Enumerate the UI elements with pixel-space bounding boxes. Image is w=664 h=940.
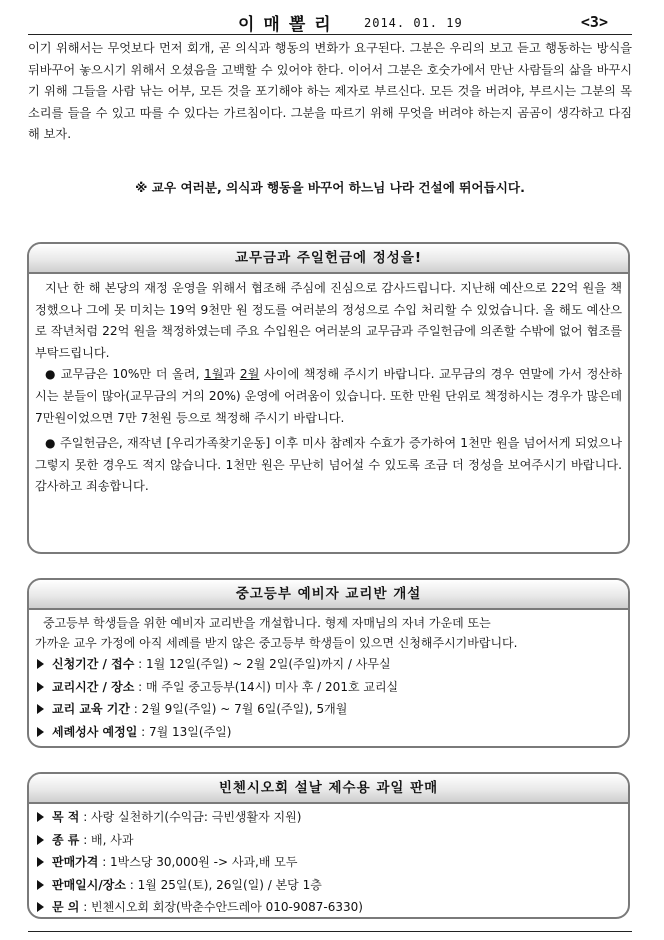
catechism-item: 신청기간 / 접수 : 1월 12일(주일) ~ 2월 2일(주일)까지 / 사무실 [35,653,622,676]
catechism-line-2: 가까운 교우 가정에 아직 세례를 받지 않은 중고등부 학생들이 있으면 신청해주시기바랍니다. [35,636,518,650]
page-header [28,8,632,34]
arrow-right-icon [37,659,44,669]
intro-notice: ※ 교우 여러분, 의식과 행동을 바꾸어 하느님 나라 건설에 뛰어듭시다. [135,180,525,195]
fruit-sale-section-title: 빈첸시오회 설날 제수용 과일 판매 [29,774,628,804]
arrow-right-icon [37,727,44,737]
header-divider [28,34,632,35]
intro-paragraph: 이기 위해서는 무엇보다 먼저 회개, 곧 의식과 행동의 변화가 요구된다. 그분은 우리의 보고 듣고 행동하는 방식을 뒤바꾸어 놓으시기 위해서 오셨음을 고백할 수 있어야 한다. 이어서 그분은 호숫가에서 만난 사람들의 삶을 바꾸시기 위해 그들을 사람 낚는 어부, 모든 것을 포기해야 하는 제자로 부르신다. 모든 것을 버려야, 부르시는 그분의 목소리를 들을 수 있고 따를 수 있다는 가르침이다. 그분을 따르기 위해 무엇을 버려야 하는지 곰곰이 생각하고 다짐해 보자. [28,41,632,142]
offering-section [27,242,630,554]
fruit-sale-item: 종 류 : 배, 사과 [35,829,622,852]
offering-paragraph-2: ● 교무금은 10%만 더 올려, 1월과 2월 사이에 책정해 주시기 바랍니다. 교무금의 경우 연말에 가서 정산하시는 분들이 많아(교무금의 거의 20%) 운영에 어려움이 있습니다. 또한 만원 단위로 책정하시는 경우가 많은데 7만원이었으면 7만 7천원 등으로 책정해 주시기 바랍니다. [35,367,622,425]
offering-paragraph-3: ● 주일헌금은, 재작년 [우리가족찾기운동] 이후 미사 참례자 수효가 증가하여 1천만 원을 넘어서게 되었으나 그렇지 못한 경우도 적지 않습니다. 1천만 원은 무난히 넘어설 수 있도록 조금 더 정성을 보여주시기 바랍니다. 감사하고 죄송합니다. [35,436,622,494]
catechism-item: 교리시간 / 장소 : 매 주일 중고등부(14시) 미사 후 / 201호 교리실 [35,676,622,699]
fruit-sale-item: 판매가격 : 1박스당 30,000원 -> 사과,배 모두 [35,851,622,874]
bullet-icon: ● [45,367,57,382]
arrow-right-icon [37,880,44,890]
catechism-line-1: 중고등부 학생들을 위한 예비자 교리반을 개설합니다. 형제 자매님의 자녀 가운데 또는 [43,616,491,630]
bullet-icon: ● [45,436,56,451]
offering-paragraph-1: 지난 한 해 본당의 재정 운영을 위해서 협조해 주심에 진심으로 감사드립니다. 지난해 예산으로 22억 원을 책정했으나 그에 못 미치는 19억 9천만 원 정도를 여러분의 정성으로 수입 처리할 수 있었습니다. 올 해도 예산으로 작년처럼 22억 원을 책정하였는데 주요 수입원은 여러분의 교무금과 주일헌금에 의존할 수밖에 없어 협조를 부탁드립니다. [35,281,622,360]
footer-divider [28,931,632,932]
catechism-item: 교리 교육 기간 : 2월 9일(주일) ~ 7월 6일(주일), 5개월 [35,698,622,721]
catechism-item: 세례성사 예정일 : 7월 13일(주일) [35,721,622,744]
arrow-right-icon [37,682,44,692]
fruit-sale-item: 목 적 : 사랑 실천하기(수익금: 극빈생활자 지원) [35,806,622,829]
page-number: <3> [580,13,608,31]
fruit-sale-section [27,772,630,919]
arrow-right-icon [37,812,44,822]
fruit-sale-item: 문 의 : 빈첸시오회 회장(박춘수안드레아 010-9087-6330) [35,896,622,919]
catechism-section [27,578,630,748]
bulletin-date: 2014. 01. 19 [364,16,463,30]
fruit-sale-item: 판매일시/장소 : 1월 25일(토), 26일(일) / 본당 1층 [35,874,622,897]
arrow-right-icon [37,902,44,912]
arrow-right-icon [37,857,44,867]
bulletin-title: 이매뽈리 [238,15,340,35]
catechism-section-title: 중고등부 예비자 교리반 개설 [29,580,628,610]
arrow-right-icon [37,835,44,845]
offering-section-title: 교무금과 주일헌금에 정성을! [29,244,628,274]
arrow-right-icon [37,704,44,714]
